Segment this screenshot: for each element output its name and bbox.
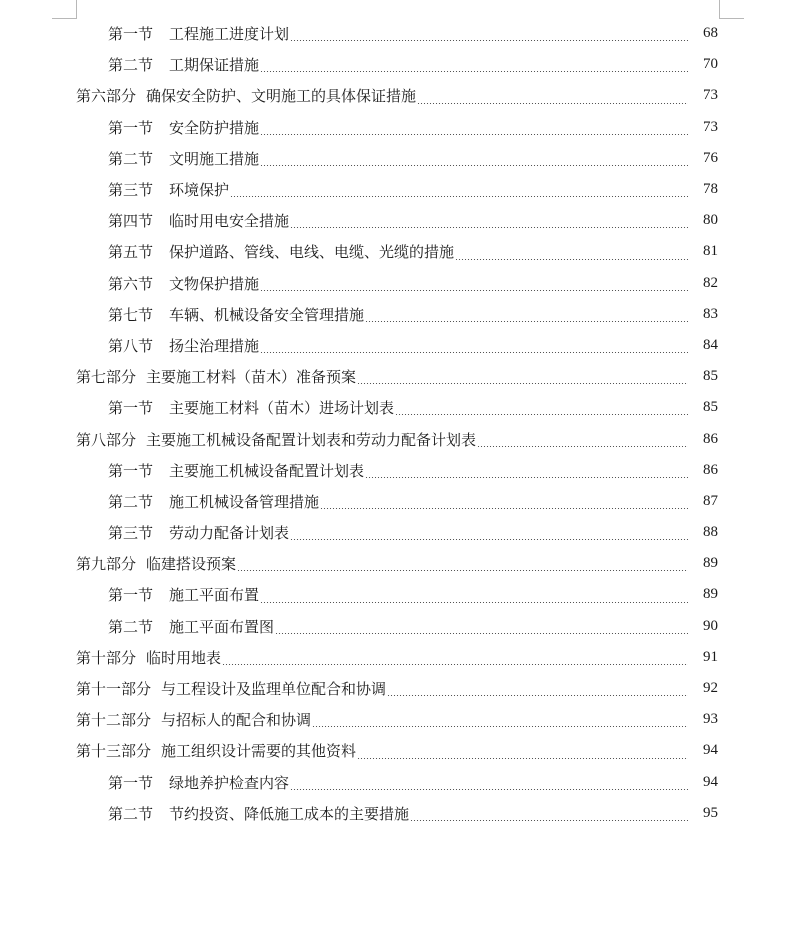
toc-entry-page-number: 94 xyxy=(703,773,718,790)
toc-entry-title: 临建搭设预案 xyxy=(146,555,237,574)
toc-entry-title: 施工平面布置 xyxy=(169,586,260,605)
page-corner-mark-right xyxy=(719,0,744,19)
toc-entry-number: 第九部分 xyxy=(76,555,137,574)
toc-entry-number: 第五节 xyxy=(108,243,154,262)
toc-entry-page-number: 91 xyxy=(703,648,718,665)
toc-dot-leader xyxy=(320,508,688,509)
toc-entry-title: 主要施工机械设备配置计划表和劳动力配备计划表 xyxy=(146,430,477,449)
toc-entry-page-number: 86 xyxy=(703,461,718,478)
toc-entry-page-number: 73 xyxy=(703,87,718,104)
toc-entry-page-number: 82 xyxy=(703,274,718,291)
toc-section-entry[interactable] xyxy=(0,579,797,610)
toc-entry-page-number: 87 xyxy=(703,492,718,509)
toc-part-entry[interactable] xyxy=(0,735,797,766)
toc-entry-number: 第三节 xyxy=(108,524,154,543)
toc-section-entry[interactable] xyxy=(0,486,797,517)
toc-entry-number: 第六部分 xyxy=(76,87,137,106)
toc-entry-page-number: 84 xyxy=(703,336,718,353)
toc-entry-number: 第十部分 xyxy=(76,648,137,667)
toc-entry-title: 施工平面布置图 xyxy=(169,617,275,636)
toc-section-entry[interactable] xyxy=(0,18,797,49)
toc-part-entry[interactable] xyxy=(0,80,797,111)
toc-dot-leader xyxy=(290,539,688,540)
table-of-contents xyxy=(0,18,797,829)
toc-entry-page-number: 95 xyxy=(703,804,718,821)
toc-entry-number: 第二节 xyxy=(108,56,154,75)
toc-part-entry[interactable] xyxy=(0,423,797,454)
toc-section-entry[interactable] xyxy=(0,392,797,423)
toc-entry-page-number: 70 xyxy=(703,56,718,73)
toc-entry-title: 车辆、机械设备安全管理措施 xyxy=(169,305,365,324)
toc-entry-page-number: 73 xyxy=(703,118,718,135)
toc-dot-leader xyxy=(260,134,688,135)
toc-entry-title: 与招标人的配合和协调 xyxy=(161,711,312,730)
page-corner-mark-left xyxy=(52,0,77,19)
toc-section-entry[interactable] xyxy=(0,767,797,798)
toc-entry-number: 第一节 xyxy=(108,118,154,137)
toc-entry-number: 第一节 xyxy=(108,399,154,418)
toc-entry-page-number: 83 xyxy=(703,305,718,322)
toc-entry-page-number: 94 xyxy=(703,742,718,759)
toc-part-entry[interactable] xyxy=(0,548,797,579)
toc-dot-leader xyxy=(410,820,688,821)
toc-dot-leader xyxy=(260,290,688,291)
toc-dot-leader xyxy=(260,352,688,353)
toc-section-entry[interactable] xyxy=(0,330,797,361)
toc-section-entry[interactable] xyxy=(0,611,797,642)
toc-entry-title: 与工程设计及监理单位配合和协调 xyxy=(161,680,387,699)
toc-section-entry[interactable] xyxy=(0,236,797,267)
toc-entry-number: 第三节 xyxy=(108,181,154,200)
toc-entry-title: 临时用地表 xyxy=(146,648,222,667)
toc-entry-number: 第二节 xyxy=(108,804,154,823)
toc-entry-page-number: 89 xyxy=(703,586,718,603)
toc-part-entry[interactable] xyxy=(0,361,797,392)
toc-entry-title: 保护道路、管线、电线、电缆、光缆的措施 xyxy=(169,243,455,262)
toc-entry-number: 第七部分 xyxy=(76,368,137,387)
toc-dot-leader xyxy=(275,633,688,634)
toc-part-entry[interactable] xyxy=(0,704,797,735)
toc-entry-title: 主要施工材料（苗木）进场计划表 xyxy=(169,399,395,418)
toc-entry-page-number: 76 xyxy=(703,149,718,166)
toc-section-entry[interactable] xyxy=(0,174,797,205)
toc-entry-page-number: 78 xyxy=(703,181,718,198)
toc-entry-number: 第二节 xyxy=(108,617,154,636)
toc-dot-leader xyxy=(312,726,688,727)
toc-entry-title: 临时用电安全措施 xyxy=(169,212,290,231)
toc-section-entry[interactable] xyxy=(0,49,797,80)
toc-entry-title: 节约投资、降低施工成本的主要措施 xyxy=(169,804,410,823)
toc-entry-page-number: 80 xyxy=(703,212,718,229)
toc-entry-title: 确保安全防护、文明施工的具体保证措施 xyxy=(146,87,417,106)
toc-entry-number: 第一节 xyxy=(108,773,154,792)
toc-entry-title: 文明施工措施 xyxy=(169,149,260,168)
toc-dot-leader xyxy=(365,321,688,322)
toc-section-entry[interactable] xyxy=(0,299,797,330)
toc-dot-leader xyxy=(477,446,688,447)
toc-entry-page-number: 93 xyxy=(703,711,718,728)
toc-entry-page-number: 85 xyxy=(703,368,718,385)
toc-entry-page-number: 89 xyxy=(703,555,718,572)
toc-dot-leader xyxy=(290,40,688,41)
toc-section-entry[interactable] xyxy=(0,112,797,143)
toc-entry-number: 第四节 xyxy=(108,212,154,231)
toc-dot-leader xyxy=(260,71,688,72)
toc-entry-number: 第十三部分 xyxy=(76,742,152,761)
toc-dot-leader xyxy=(290,789,688,790)
toc-dot-leader xyxy=(357,383,688,384)
toc-section-entry[interactable] xyxy=(0,517,797,548)
toc-entry-number: 第十二部分 xyxy=(76,711,152,730)
toc-entry-title: 施工组织设计需要的其他资料 xyxy=(161,742,357,761)
toc-section-entry[interactable] xyxy=(0,143,797,174)
toc-dot-leader xyxy=(395,414,688,415)
toc-dot-leader xyxy=(230,196,688,197)
toc-entry-title: 扬尘治理措施 xyxy=(169,336,260,355)
toc-dot-leader xyxy=(260,165,688,166)
toc-dot-leader xyxy=(260,602,688,603)
toc-entry-page-number: 92 xyxy=(703,680,718,697)
toc-entry-page-number: 86 xyxy=(703,430,718,447)
toc-dot-leader xyxy=(417,103,688,104)
toc-entry-page-number: 81 xyxy=(703,243,718,260)
toc-entry-title: 工期保证措施 xyxy=(169,56,260,75)
toc-dot-leader xyxy=(365,477,688,478)
toc-entry-title: 施工机械设备管理措施 xyxy=(169,492,320,511)
toc-entry-title: 主要施工材料（苗木）准备预案 xyxy=(146,368,357,387)
toc-entry-number: 第一节 xyxy=(108,586,154,605)
toc-entry-number: 第二节 xyxy=(108,149,154,168)
toc-entry-title: 工程施工进度计划 xyxy=(169,25,290,44)
toc-entry-number: 第八部分 xyxy=(76,430,137,449)
toc-entry-title: 安全防护措施 xyxy=(169,118,260,137)
toc-dot-leader xyxy=(455,259,688,260)
toc-entry-title: 主要施工机械设备配置计划表 xyxy=(169,461,365,480)
toc-entry-number: 第一节 xyxy=(108,461,154,480)
toc-section-entry[interactable] xyxy=(0,455,797,486)
toc-entry-number: 第十一部分 xyxy=(76,680,152,699)
toc-entry-number: 第一节 xyxy=(108,25,154,44)
toc-entry-title: 文物保护措施 xyxy=(169,274,260,293)
toc-entry-number: 第七节 xyxy=(108,305,154,324)
toc-entry-page-number: 90 xyxy=(703,617,718,634)
toc-section-entry[interactable] xyxy=(0,205,797,236)
toc-entry-page-number: 85 xyxy=(703,399,718,416)
toc-entry-page-number: 88 xyxy=(703,524,718,541)
toc-entry-title: 绿地养护检查内容 xyxy=(169,773,290,792)
toc-entry-number: 第二节 xyxy=(108,492,154,511)
toc-part-entry[interactable] xyxy=(0,642,797,673)
toc-dot-leader xyxy=(387,695,688,696)
toc-dot-leader xyxy=(222,664,688,665)
toc-dot-leader xyxy=(357,758,688,759)
toc-entry-page-number: 68 xyxy=(703,25,718,42)
toc-dot-leader xyxy=(237,570,688,571)
toc-part-entry[interactable] xyxy=(0,673,797,704)
toc-entry-number: 第六节 xyxy=(108,274,154,293)
toc-section-entry[interactable] xyxy=(0,798,797,829)
toc-entry-title: 环境保护 xyxy=(169,181,230,200)
toc-entry-number: 第八节 xyxy=(108,336,154,355)
toc-dot-leader xyxy=(290,227,688,228)
toc-section-entry[interactable] xyxy=(0,268,797,299)
toc-entry-title: 劳动力配备计划表 xyxy=(169,524,290,543)
